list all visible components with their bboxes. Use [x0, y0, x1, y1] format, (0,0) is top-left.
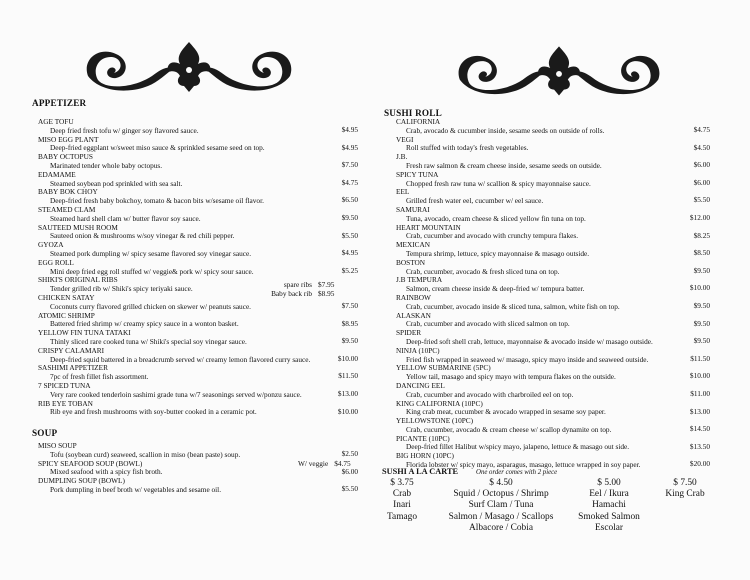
item-description: Crab, cucumber, avocado & cream cheese w/ scallop dynamite on top.: [406, 424, 612, 434]
item-description: Battered fried shrimp w/ creamy spicy sauce in a wonton basket.: [50, 319, 239, 329]
item-price: $10.00: [689, 283, 710, 293]
item-description: Coconuts curry flavored grilled chicken on skewer w/ peanuts sauce.: [50, 301, 252, 311]
item-description: Steamed hard shell clam w/ butter flavor soy sauce.: [50, 213, 201, 223]
item-name: J.B.: [396, 152, 408, 162]
tier-item: Tamago: [386, 511, 418, 522]
tier-item: Crab: [392, 489, 412, 500]
item-description: Mixed seafood with a spicy fish broth.: [50, 467, 163, 477]
menu-item: [380, 435, 710, 453]
item-price: $12.00: [689, 212, 710, 222]
menu-item: [380, 312, 710, 330]
item-description: Fried fish wrapped in seaweed w/ masago, spicy mayo inside and seaweed outside.: [406, 354, 649, 364]
menu-item: [16, 241, 358, 259]
item-description: Mini deep fried egg roll stuffed w/ veggie& pork w/ spicy sour sauce.: [50, 266, 254, 276]
menu-item: [380, 400, 710, 418]
item-price: $4.95: [341, 248, 358, 258]
tier-item: Escolar: [594, 522, 624, 533]
item-name: BABY BOK CHOY: [38, 187, 98, 197]
veggie-price-option: [298, 460, 351, 469]
item-description: Tempura shrimp, lettuce, spicy mayonnaise & masago outside.: [406, 248, 590, 258]
item-description: Tofu (soybean curd) seaweed, scallion in miso (bean paste) soup.: [50, 449, 241, 459]
item-name: SHIKI'S ORIGINAL RIBS: [38, 275, 118, 285]
item-price: $5.50: [693, 195, 710, 205]
menu-item: [16, 329, 358, 347]
item-description: Sauteed onion & mushrooms w/soy vinegar & red chili pepper.: [50, 231, 235, 241]
item-name: SPICY TUNA: [396, 169, 439, 179]
item-price: $11.50: [690, 353, 710, 363]
menu-item: [16, 118, 358, 136]
item-price: $8.50: [693, 248, 710, 258]
menu-item: [16, 347, 358, 365]
tier-item: King Crab: [665, 489, 705, 500]
item-price: $7.50: [341, 160, 358, 170]
menu-item: [380, 224, 710, 242]
ribs-option-price: $7.95: [318, 280, 335, 289]
item-name: ATOMIC SHRIMP: [38, 310, 95, 320]
menu-item: [16, 153, 358, 171]
menu-item: [16, 382, 358, 400]
item-price: $9.50: [341, 212, 358, 222]
tier-item: Salmon / Masago / Scallops: [448, 511, 554, 522]
item-description: Fresh raw salmon & cream cheese inside, sesame seeds on outside.: [406, 160, 602, 170]
item-description: King crab meat, cucumber & avocado wrapped in sesame soy paper.: [406, 407, 606, 417]
price-tier: [440, 478, 562, 534]
item-name: BIG HORN (10PC): [396, 451, 454, 461]
menu-item: [16, 188, 358, 206]
menu-item: [16, 206, 358, 224]
item-name: DUMPLING SOUP (BOWL): [38, 476, 125, 486]
item-description: Salmon, cream cheese inside & deep-fried w/ tempura batter.: [406, 284, 585, 294]
tier-item: Squid / Octopus / Shrimp: [453, 489, 549, 500]
price-tier: [568, 478, 650, 534]
tier-item: Inari: [393, 500, 411, 511]
item-description: Steamed pork dumpling w/ spicy sesame flavored soy vinegar sauce.: [50, 248, 252, 258]
menu-item: [380, 294, 710, 312]
item-description: Crab, cucumber, avocado inside & sliced tuna, salmon, white fish on top.: [406, 301, 620, 311]
tier-item: Eel / Ikura: [589, 489, 629, 500]
price-tier: [382, 478, 422, 523]
alacarte-header: [382, 467, 742, 476]
item-description: Thinly sliced rare cooked tuna w/ Shiki's special soy vinegar sauce.: [50, 336, 247, 346]
item-name: RAINBOW: [396, 292, 431, 302]
item-description: Crab, avocado & cucumber inside, sesame seeds on outside of rolls.: [406, 125, 605, 135]
menu-item: [380, 171, 710, 189]
item-price: $14.50: [689, 424, 710, 434]
scroll-ornament-icon: [78, 36, 300, 94]
ribs-price-options: [264, 281, 334, 299]
item-price: $9.50: [693, 336, 710, 346]
scroll-ornament-icon: [450, 40, 668, 98]
menu-item: [380, 259, 710, 277]
menu-item: [380, 417, 710, 435]
ribs-option-babyback: [264, 290, 334, 299]
menu-item: [16, 400, 358, 418]
menu-item: [16, 364, 358, 382]
item-description: Crab, cucumber and avocado with charbroiled eel on top.: [406, 389, 574, 399]
item-description: Florida lobster w/ spicy mayo, asparagus, masago, lettuce wrapped in soy paper.: [406, 460, 641, 470]
item-price: $6.50: [341, 195, 358, 205]
item-price: $5.25: [341, 265, 358, 275]
item-price: $4.75: [693, 125, 710, 134]
item-name: MISO EGG PLANT: [38, 134, 99, 144]
tier-price: $ 4.50: [489, 478, 513, 488]
item-price: $10.00: [337, 353, 358, 363]
veggie-price: $4.75: [334, 459, 351, 468]
item-price: $4.50: [693, 142, 710, 152]
item-name: CALIFORNIA: [396, 117, 441, 126]
menu-item: [380, 329, 710, 347]
item-price: $4.75: [341, 177, 358, 187]
menu-item: [16, 136, 358, 154]
item-name: YELLOWSTONE (10PC): [396, 416, 474, 426]
item-name: PICANTE (10PC): [396, 433, 450, 443]
item-name: 7 SPICED TUNA: [38, 380, 91, 390]
sushi-a-la-carte: [382, 467, 742, 558]
item-name: SAMURAI: [396, 204, 430, 214]
item-description: Deep fried fresh tofu w/ ginger soy flavored sauce.: [50, 125, 199, 135]
tier-price: $ 5.00: [597, 478, 621, 488]
item-name: CRISPY CALAMARI: [38, 345, 105, 355]
item-price: $11.00: [690, 388, 710, 398]
item-description: Tuna, avocado, cream cheese & sliced yellow fin tuna on top.: [406, 213, 586, 223]
item-price: $9.50: [693, 265, 710, 275]
right-menu-page: [372, 0, 750, 580]
item-price: $6.00: [693, 177, 710, 187]
sushi-roll-list: [380, 118, 710, 470]
item-description: Deep-fried eggplant w/sweet miso sauce & sprinkled sesame seed on top.: [50, 143, 265, 153]
veggie-option: [298, 460, 351, 469]
item-name: BOSTON: [396, 257, 426, 267]
item-name: NINJA (10PC): [396, 345, 440, 355]
item-description: Chopped fresh raw tuna w/ scallion & spicy mayonnaise sauce.: [406, 178, 591, 188]
item-description: 7pc of fresh fillet fish assortment.: [50, 372, 149, 382]
tier-item: Albacore / Cobia: [468, 522, 534, 533]
item-description: Yellow tail, masago and spicy mayo with tempura flakes on the outside.: [406, 372, 616, 382]
menu-item: [380, 276, 710, 294]
menu-item: [380, 136, 710, 154]
item-name: HEART MOUNTAIN: [396, 222, 461, 232]
item-price: $20.00: [689, 459, 710, 469]
item-name: EEL: [396, 187, 410, 197]
item-price: $5.50: [341, 484, 358, 494]
item-description: Marinated tender whole baby octopus.: [50, 160, 163, 170]
tier-item: Surf Clam / Tuna: [468, 500, 534, 511]
soup-section-title: SOUP: [32, 428, 58, 438]
item-description: Grilled fresh water eel, cucumber w/ eel sauce.: [406, 196, 544, 206]
menu-item: [380, 118, 710, 136]
item-name: DANCING EEL: [396, 380, 445, 390]
ribs-option-label: spare ribs: [283, 280, 312, 289]
item-price: $8.95: [341, 318, 358, 328]
item-name: CHICKEN SATAY: [38, 292, 95, 302]
item-name: GYOZA: [38, 240, 64, 250]
item-name: YELLOW SUBMARINE (5PC): [396, 363, 491, 373]
item-price: $2.50: [341, 449, 358, 458]
item-name: J.B TEMPURA: [396, 275, 443, 285]
tier-price: $ 3.75: [390, 478, 414, 488]
item-name: MISO SOUP: [38, 441, 77, 450]
item-price: $11.50: [338, 371, 358, 381]
item-description: Deep-fried squid battered in a breadcrumb served w/ creamy lemon flavored curry sauce.: [50, 354, 311, 364]
appetizer-section-title: APPETIZER: [32, 98, 87, 108]
item-name: ALASKAN: [396, 310, 431, 320]
item-price: $4.95: [341, 142, 358, 152]
menu-item: [380, 241, 710, 259]
item-price: $9.50: [693, 318, 710, 328]
item-price: $6.00: [693, 160, 710, 170]
item-price: $4.95: [341, 125, 358, 134]
item-price: $13.50: [689, 441, 710, 451]
item-description: Rib eye and fresh mushrooms with soy-butter cooked in a ceramic pot.: [50, 407, 257, 417]
menu-item: [380, 347, 710, 365]
item-price: $6.00: [341, 466, 358, 476]
item-name: SASHIMI APPETIZER: [38, 363, 108, 373]
menu-item: [380, 364, 710, 382]
alacarte-title: SUSHI A LA CARTE: [382, 467, 459, 476]
item-description: Deep-fried soft shell crab, lettuce, mayonnaise & avocado inside w/ masago outside.: [406, 336, 653, 346]
item-name: SPIDER: [396, 328, 422, 338]
appetizer-list: [16, 118, 358, 417]
menu-item: [16, 259, 358, 277]
item-name: EGG ROLL: [38, 257, 74, 267]
menu-item: [380, 188, 710, 206]
item-name: SPICY SEAFOOD SOUP (BOWL): [38, 458, 143, 468]
item-description: Deep-fried fillet Halibut w/spicy mayo, jalapeno, lettuce & masago out side.: [406, 442, 630, 452]
menu-item: [16, 224, 358, 242]
menu-item: [380, 153, 710, 171]
item-description: Crab, cucumber and avocado with crunchy tempura flakes.: [406, 231, 579, 241]
item-name: STEAMED CLAM: [38, 204, 96, 214]
item-price: $9.50: [693, 300, 710, 310]
menu-item: [380, 206, 710, 224]
ribs-option-price: $8.95: [318, 288, 335, 298]
tier-price: $ 7.50: [673, 478, 697, 488]
left-menu-page: [0, 0, 372, 580]
item-description: Roll stuffed with today's fresh vegetables.: [406, 143, 529, 153]
menu-item: [16, 312, 358, 330]
alacarte-note: One order comes with 2 piece: [476, 469, 558, 476]
item-price: $5.50: [341, 230, 358, 240]
sushi-roll-section-title: SUSHI ROLL: [384, 108, 442, 118]
item-price: $13.00: [689, 406, 710, 416]
tier-item: Smoked Salmon: [578, 511, 640, 522]
item-name: SAUTEED MUSH ROOM: [38, 222, 118, 232]
price-tier: [654, 478, 716, 500]
item-price: $7.50: [341, 300, 358, 310]
item-description: Deep-fried fresh baby bokchoy, tomato & bacon bits w/sesame oil flavor.: [50, 196, 264, 206]
menu-item: [380, 382, 710, 400]
item-price: $13.00: [337, 388, 358, 398]
item-description: Crab, cucumber and avocado with sliced salmon on top.: [406, 319, 570, 329]
item-price: $8.25: [693, 230, 710, 240]
tier-item: Hamachi: [592, 500, 626, 511]
ribs-option-label: Baby back rib: [271, 288, 312, 298]
menu-item: [16, 442, 358, 460]
item-description: Very rare cooked tenderloin sashimi grade tuna w/7 seasonings served w/ponzu sauce.: [50, 389, 302, 399]
alacarte-tiers: [382, 478, 742, 558]
menu-item: [16, 477, 358, 495]
item-price: $10.00: [689, 371, 710, 381]
item-name: MEXICAN: [396, 240, 431, 250]
item-name: VEGI: [396, 134, 414, 144]
item-description: Pork dumpling in beef broth w/ vegetables and sesame oil.: [50, 484, 222, 494]
item-name: KING CALIFORNIA (10PC): [396, 398, 483, 408]
item-name: RIB EYE TOBAN: [38, 398, 93, 408]
item-name: AGE TOFU: [38, 117, 74, 126]
menu-item: [16, 171, 358, 189]
item-description: Tender grilled rib w/ Shiki's spicy teriyaki sauce.: [50, 284, 193, 294]
veggie-label: W/ veggie: [298, 459, 329, 468]
item-description: Crab, cucumber, avocado & fresh sliced tuna on top.: [406, 266, 560, 276]
item-name: BABY OCTOPUS: [38, 152, 93, 162]
item-price: $9.50: [341, 336, 358, 346]
item-price: $10.00: [337, 406, 358, 416]
item-name: YELLOW FIN TUNA TATAKI: [38, 328, 131, 338]
item-description: Steamed soybean pod sprinkled with sea salt.: [50, 178, 183, 188]
item-name: EDAMAME: [38, 169, 76, 179]
